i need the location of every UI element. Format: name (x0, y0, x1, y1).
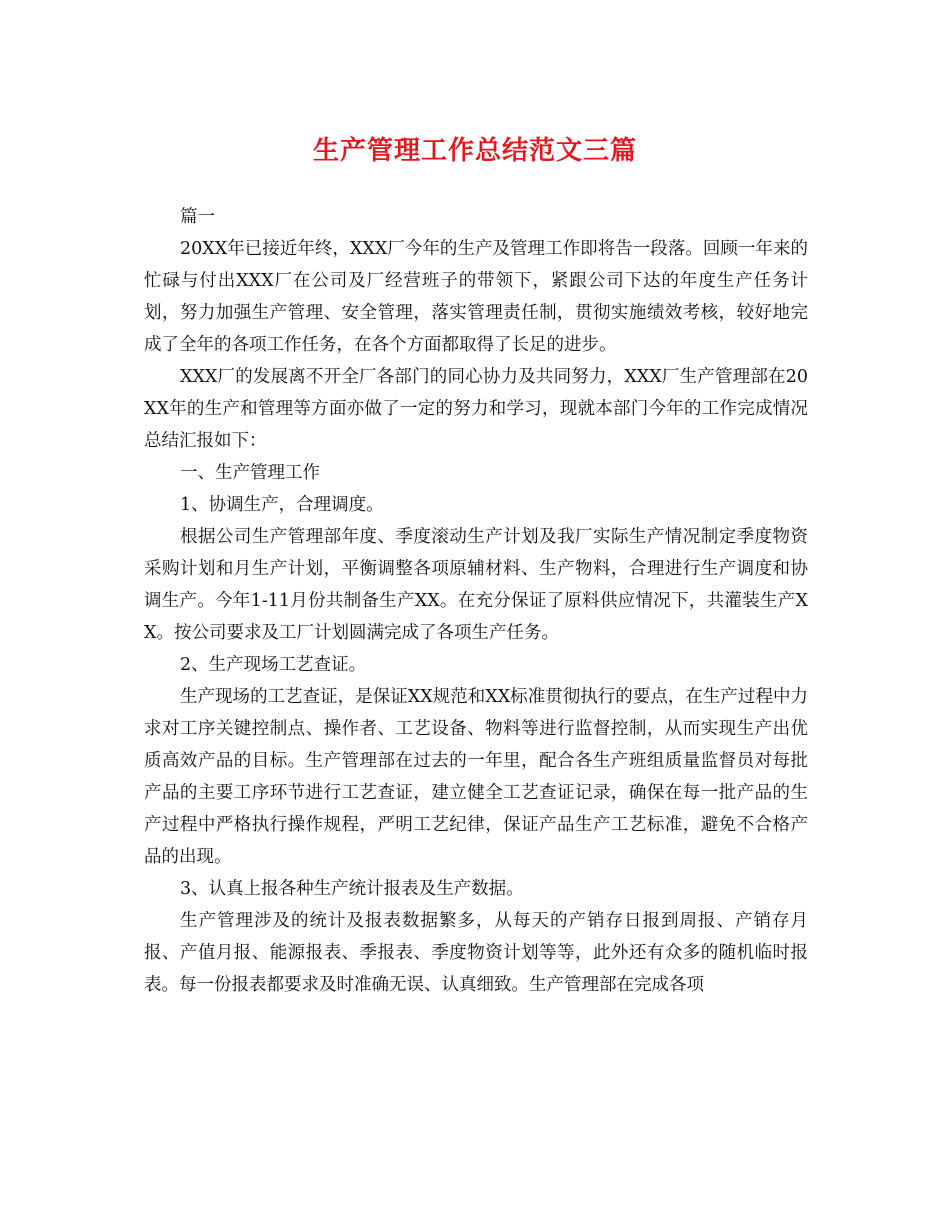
paragraph-reports: 生产管理涉及的统计及报表数据繁多，从每天的产销存日报到周报、产销存月报、产值月报、能源报表、季报表、季度物资计划等等，此外还有众多的随机临时报表。每一份报表都要求及时准确无误、认真细致。生产管理部在完成各项 (144, 911, 808, 995)
heading-section-1: 一、生产管理工作 (180, 463, 320, 483)
paragraph-section-label: 篇一 (180, 207, 215, 227)
document-title: 生产管理工作总结范文三篇 (312, 136, 637, 166)
paragraph-overview: XXX厂的发展离不开全厂各部门的同心协力及共同努力，XXX厂生产管理部在20XX年的生产和管理等方面亦做了一定的努力和学习，现就本部门今年的工作完成情况总结汇报如下： (144, 367, 808, 451)
paragraph-intro: 20XX年已接近年终，XXX厂今年的生产及管理工作即将告一段落。回顾一年来的忙碌与付出XXX厂在公司及厂经营班子的带领下，紧跟公司下达的年度生产任务计划，努力加强生产管理、安全管理，落实管理责任制，贯彻实施绩效考核，较好地完成了全年的各项工作任务，在各个方面都取得了长足的进步。 (144, 239, 808, 355)
paragraph-coordination: 根据公司生产管理部年度、季度滚动生产计划及我厂实际生产情况制定季度物资采购计划和月生产计划，平衡调整各项原辅材料、生产物料，合理进行生产调度和协调生产。今年1-11月份共制备生产XX。在充分保证了原料供应情况下，共灌装生产XX。按公司要求及工厂计划圆满完成了各项生产任务。 (144, 527, 808, 643)
document-body (144, 201, 808, 1001)
subheading-2: 2、生产现场工艺查证。 (180, 655, 367, 675)
subheading-3: 3、认真上报各种生产统计报表及生产数据。 (180, 879, 524, 899)
paragraph-process-verification: 生产现场的工艺查证，是保证XX规范和XX标准贯彻执行的要点，在生产过程中力求对工序关键控制点、操作者、工艺设备、物料等进行监督控制，从而实现生产出优质高效产品的目标。生产管理部在过去的一年里，配合各生产班组质量监督员对每批产品的主要工序环节进行工艺查证，建立健全工艺查证记录，确保在每一批产品的生产过程中严格执行操作规程，严明工艺纪律，保证产品生产工艺标准，避免不合格产品的出现。 (144, 687, 808, 867)
subheading-1: 1、协调生产，合理调度。 (180, 495, 384, 515)
